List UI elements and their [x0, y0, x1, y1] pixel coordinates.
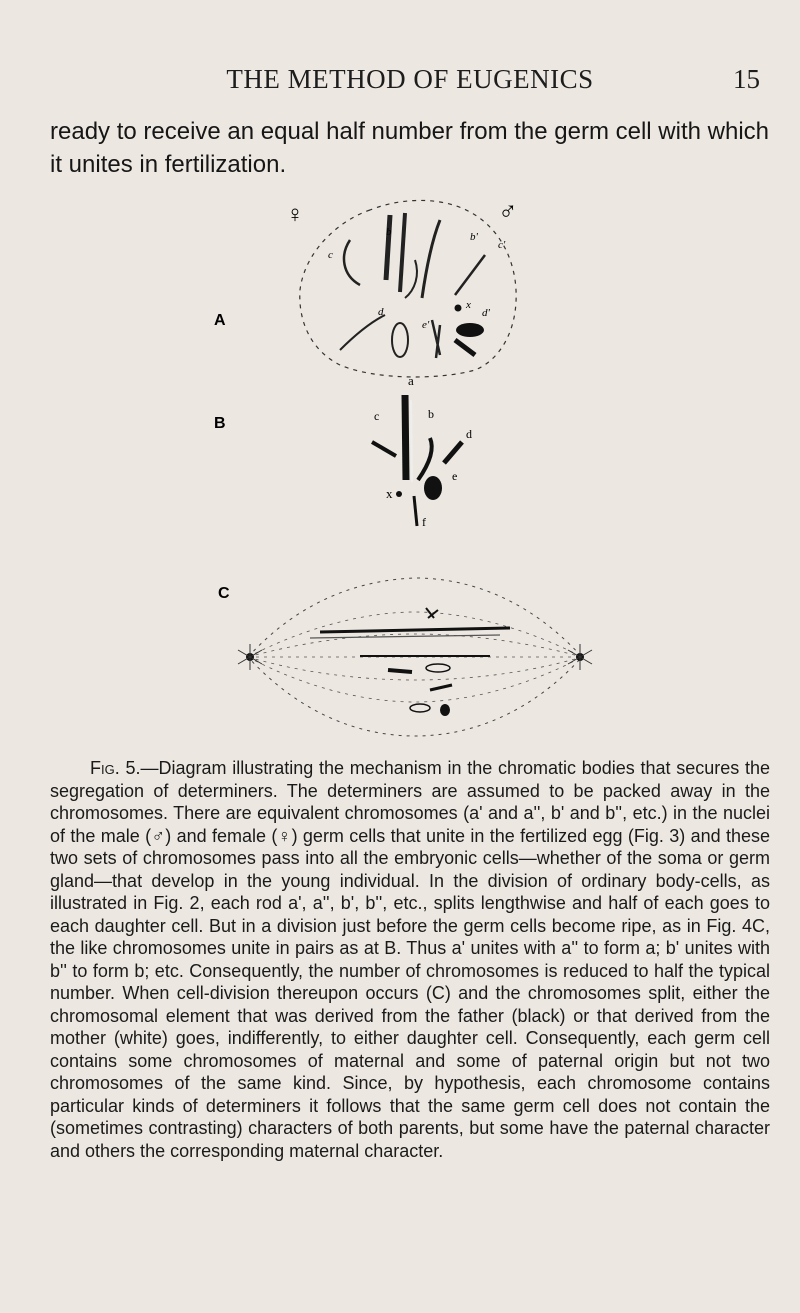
chromosome-c-prime [455, 255, 485, 295]
chromosome-x-c [426, 608, 438, 618]
letter-d-b: d [466, 427, 472, 441]
letter-b-b: b [428, 407, 434, 421]
spindle-fiber-1 [248, 612, 582, 657]
chromosome-c-long [320, 628, 510, 632]
chromosome-f-paired [414, 496, 417, 526]
panel-b [214, 373, 472, 529]
letter-x-b: x [386, 486, 393, 501]
caption-figure-ref: Fig. 5. [90, 758, 141, 778]
letter-d-prime: d' [482, 307, 490, 319]
letter-f-b: f [422, 515, 426, 529]
female-symbol: ♀ [286, 202, 304, 228]
letter-c-prime: c' [498, 239, 506, 251]
chromosome-c-dot [440, 704, 450, 716]
chromosome-x-a [455, 305, 462, 312]
chromosome-diagram [200, 180, 620, 760]
chromosome-c-mark-1 [430, 685, 452, 690]
letter-e: e' [422, 319, 430, 331]
chromosome-b-prime [422, 220, 440, 298]
male-symbol: ♂ [498, 197, 518, 226]
chromosome-a-paired-white [411, 400, 412, 482]
page-header [60, 64, 760, 100]
panel-c-label: C [218, 585, 230, 602]
letter-e-b: e [452, 469, 458, 483]
chromosome-c-paired [372, 442, 396, 456]
chromosome-e-prime [456, 323, 484, 337]
letter-c: c [328, 249, 333, 261]
body-paragraph: ready to receive an equal half number from the germ cell with which it unites in fertilization. [50, 118, 770, 178]
chromosome-d [340, 315, 385, 350]
chromosome-b-double [405, 260, 417, 298]
letter-b: b [386, 226, 392, 238]
chromosome-x-b [396, 491, 402, 497]
letter-b-prime: b' [470, 231, 478, 243]
chromosome-a-prime [386, 215, 390, 280]
figure-caption [50, 757, 770, 1162]
page-number: 15 [733, 64, 760, 94]
running-title: THE METHOD OF EUGENICS [226, 64, 594, 94]
panel-a [214, 197, 518, 377]
spindle-fiber-2 [248, 657, 582, 702]
letter-d: d [378, 306, 384, 318]
chromosome-e-paired [424, 476, 442, 500]
letter-c-b: c [374, 409, 380, 423]
spindle-fiber-3 [248, 634, 582, 657]
chromosome-a-paired [405, 395, 406, 480]
nucleus-outline-a [300, 200, 516, 377]
letter-a-b: a [408, 373, 414, 388]
panel-a-label: A [214, 312, 226, 329]
chromosome-a-double [400, 213, 405, 292]
centrosome-right [568, 644, 592, 670]
chromosome-c-oval [426, 664, 450, 672]
figure-5-diagram [200, 180, 620, 760]
chromosome-c-oval-2 [410, 704, 430, 712]
panel-c [218, 578, 592, 736]
chromosome-e [392, 323, 408, 357]
chromosome-b-paired [418, 438, 432, 480]
chromosome-f [432, 320, 440, 358]
spindle-fiber-4 [248, 657, 582, 680]
chromosome-d-prime [455, 340, 475, 355]
chromosome-c [344, 240, 360, 285]
caption-text: —Diagram illustrating the mechanism in the chromatic bodies that secures the segregation of determiners. The determiners are assumed to be packed away in the chromosomes. There are equivalent chromosomes (a' and a'', b' and b'', etc.) in the nuclei of the male (♂) and female (♀) germ cells that unite in the fertilized egg (Fig. 3) and these two sets of chromosomes pass into all the embryonic cells—whether of the soma or germ gland—that develop in the young individual. In the division of ordinary body-cells, as illustrated in Fig. 2, each rod a', a'', b', b'', etc., splits lengthwise and half of each goes to each daughter cell. But in a division just before the germ cells become ripe, as in Fig. 4C, the like chromosomes unite in pairs as at B. Thus a' unites with a'' to form a; b' unites with b'' to form b; etc. Consequently, the number of chromosomes is reduced to half the typical number. When cell-division thereupon occurs (C) and the chromosomes split, either the chromosomal element that was derived from the father (black) or that derived from the mother (white) goes, indifferently, to either daughter cell. Consequently, each germ cell contains some chromosomes of maternal and some of paternal origin but not two chromosomes of the same kind. Since, by hypothesis, each chromosome contains particular kinds of determiners it follows that the same germ cell does not contain the (sometimes contrasting) characters of both parents, but some have the paternal character and others the corresponding maternal character. [50, 758, 770, 1161]
panel-b-label: B [214, 415, 226, 432]
chromosome-d-paired [444, 442, 462, 463]
letter-x: x [466, 299, 471, 311]
chromosome-c-short [388, 670, 412, 672]
